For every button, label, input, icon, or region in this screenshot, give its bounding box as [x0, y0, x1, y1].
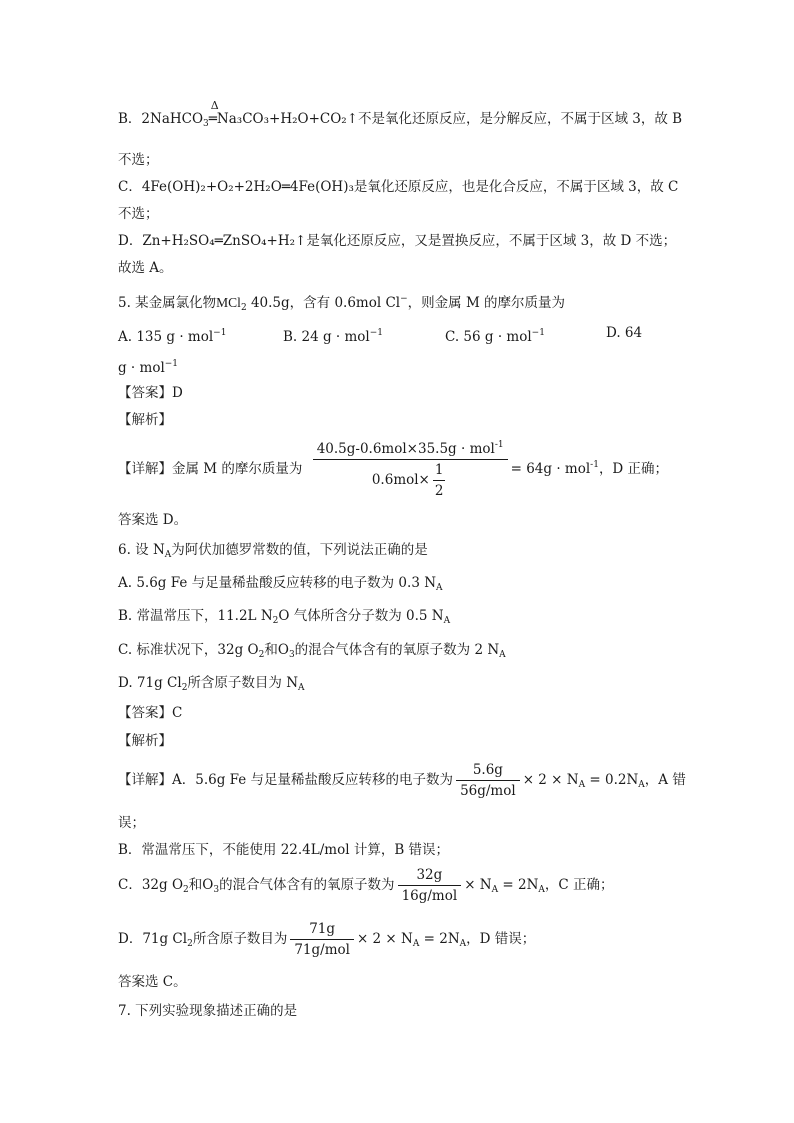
- choose-d: 答案选 D。: [118, 512, 188, 528]
- detail-a-post: ，A 错: [644, 772, 686, 788]
- option-b-tail: 不选；: [118, 152, 159, 168]
- superscript: −1: [531, 328, 545, 338]
- subscript: A: [499, 650, 506, 660]
- denominator: [313, 460, 508, 499]
- numerator: 1: [433, 462, 446, 481]
- subscript: 2: [258, 650, 265, 660]
- q6-detail-b: B．常温常压下，不能使用 22.4L/mol 计算，B 错误；: [118, 842, 450, 858]
- subscript: A: [578, 780, 586, 790]
- option-c-post: 的混合气体含有的氧原子数为 2 N: [294, 642, 500, 658]
- subscript: 2: [187, 939, 193, 949]
- numerator: [313, 440, 508, 460]
- superscript: −1: [164, 359, 179, 369]
- option-b-mid: O 气体所含分子数为 0.5 N: [278, 608, 444, 624]
- option-a: [118, 324, 226, 346]
- q6-detail-c: [118, 867, 614, 904]
- option-c: [445, 324, 545, 346]
- question-5-options: [118, 324, 678, 344]
- subscript: A: [164, 550, 172, 560]
- detail-c-post: ，C 正确；: [544, 877, 614, 893]
- q5-detail: [118, 440, 668, 499]
- denominator: 56g/mol: [460, 783, 516, 799]
- option-d: D. 64: [606, 325, 643, 341]
- subscript: 3: [203, 119, 209, 129]
- fraction: [290, 921, 354, 958]
- numerator: 71g: [290, 921, 354, 940]
- option-d-explanation: D．Zn+H₂SO₄═ZnSO₄+H₂↑是氧化还原反应，又是置换反应，不属于区域 3，故 D 不选；: [118, 233, 677, 249]
- subscript: 2: [183, 885, 189, 895]
- subscript: A: [436, 583, 443, 593]
- num-text: 40.5g-0.6mol×35.5g · mol: [316, 441, 495, 457]
- answer-label: 【答案】C: [118, 705, 183, 721]
- option-b: [283, 324, 383, 346]
- subscript: A: [638, 780, 645, 790]
- numerator: 32g: [398, 867, 462, 886]
- subscript: A: [538, 885, 545, 895]
- opt-a-text: A. 135 g · mol: [118, 329, 214, 345]
- fraction: [313, 440, 508, 499]
- subscript: A: [491, 885, 499, 895]
- fraction: [456, 762, 520, 799]
- opt-d-tail: g · mol: [118, 360, 165, 376]
- detail-d-post: ，D 错误；: [466, 931, 536, 947]
- subscript: A: [298, 683, 305, 693]
- option-b: [118, 607, 450, 630]
- detail-suffix: ，D 正确；: [598, 461, 669, 477]
- fraction-result: = 64g · mol: [510, 461, 591, 477]
- subscript: A: [443, 616, 451, 626]
- q5-stem-mid: 40.5g，含有 0.6mol Cl: [246, 295, 401, 311]
- option-d-pre: D. 71g Cl: [118, 675, 182, 691]
- option-a: [118, 574, 443, 597]
- delta-symbol: Δ: [210, 99, 219, 112]
- subscript: 2: [240, 303, 247, 313]
- superscript: −1: [369, 328, 384, 338]
- option-c-explanation: C．4Fe(OH)₂+O₂+2H₂O═4Fe(OH)₃是氧化还原反应，也是化合反应，不属于区域 3，故 C: [118, 179, 679, 195]
- subscript: 3: [288, 650, 295, 660]
- q6-detail-d: [118, 921, 535, 958]
- detail-a-res: = 0.2N: [585, 772, 639, 788]
- question-7-stem: 7. 下列实验现象描述正确的是: [118, 1003, 298, 1019]
- option-d-post: 所含原子数目为 N: [187, 675, 299, 691]
- option-b-pre: B. 常温常压下，11.2L N: [118, 608, 273, 624]
- q6-detail-a: [118, 762, 686, 799]
- detail-prefix: 【详解】金属 M 的摩尔质量为: [118, 461, 303, 477]
- superscript: −1: [213, 328, 227, 338]
- option-c: [118, 641, 506, 664]
- superscript: -1: [494, 440, 504, 450]
- option-a-text: A. 5.6g Fe 与足量稀盐酸反应转移的电子数为 0.3 N: [118, 575, 437, 591]
- answer-label: 【答案】D: [118, 385, 183, 401]
- heat-arrow: [208, 99, 219, 128]
- detail-a-pre: 【详解】A．5.6g Fe 与足量稀盐酸反应转移的电子数为: [118, 772, 454, 788]
- detail-d-mid: 所含原子数目为: [192, 931, 288, 947]
- equals-sign: ═: [208, 111, 217, 127]
- q5-stem-before: 5. 某金属氯化物: [118, 295, 217, 311]
- b-rest: Na₃CO₃+H₂O+CO₂↑不是氧化还原反应，是分解反应，不属于区域 3，故 B: [216, 111, 683, 127]
- subscript: A: [459, 939, 467, 949]
- detail-d-res: = 2N: [419, 931, 460, 947]
- detail-a-mid: × 2 × N: [522, 772, 579, 788]
- detail-c-mid: 和O: [188, 877, 214, 893]
- option-d: [118, 674, 305, 697]
- denominator: 2: [434, 483, 444, 499]
- superscript: −: [400, 294, 408, 304]
- subscript: 3: [213, 885, 220, 895]
- q6-stem-pre: 6. 设 N: [118, 542, 165, 558]
- opt-b-text: B. 24 g · mol: [283, 329, 370, 345]
- detail-c-eq: × N: [464, 877, 492, 893]
- question-6-stem: [118, 541, 428, 564]
- detail-d-eq: × 2 × N: [356, 931, 413, 947]
- subscript: A: [412, 939, 420, 949]
- detail-d-pre: D．71g Cl: [118, 931, 188, 947]
- analysis-label: 【解析】: [118, 733, 172, 749]
- analysis-label: 【解析】: [118, 412, 172, 428]
- option-b-explanation: [118, 99, 683, 133]
- conclusion-a: 故选 A。: [118, 260, 173, 276]
- detail-c-res: = 2N: [498, 877, 539, 893]
- option-c-tail: 不选；: [118, 206, 159, 222]
- q6-stem-post: 为阿伏加德罗常数的值，下列说法正确的是: [171, 542, 428, 558]
- fraction: [398, 867, 462, 904]
- q5-stem-after: ，则金属 M 的摩尔质量为: [407, 295, 566, 311]
- superscript: -1: [590, 460, 599, 470]
- den-text: 0.6mol×: [371, 472, 430, 488]
- subscript: 2: [272, 616, 279, 626]
- question-5-stem: [118, 290, 565, 317]
- half-fraction: [433, 462, 446, 499]
- formula: MCl: [216, 295, 241, 310]
- option-c-pre: C. 标准状况下，32g O: [118, 642, 259, 658]
- denominator: 71g/mol: [294, 942, 350, 958]
- numerator: 5.6g: [456, 762, 520, 781]
- detail-c-pre: C．32g O: [118, 877, 184, 893]
- detail-c-mid2: 的混合气体含有的氧原子数为: [219, 877, 395, 893]
- denominator: 16g/mol: [401, 888, 458, 904]
- q6-detail-a-tail: 误；: [118, 815, 145, 831]
- option-d-unit: [118, 355, 178, 377]
- opt-c-text: C. 56 g · mol: [445, 329, 532, 345]
- choose-c: 答案选 C。: [118, 974, 187, 990]
- b-prefix: B．2NaHCO: [118, 111, 204, 127]
- subscript: 2: [181, 683, 188, 693]
- option-c-mid: 和O: [264, 642, 289, 658]
